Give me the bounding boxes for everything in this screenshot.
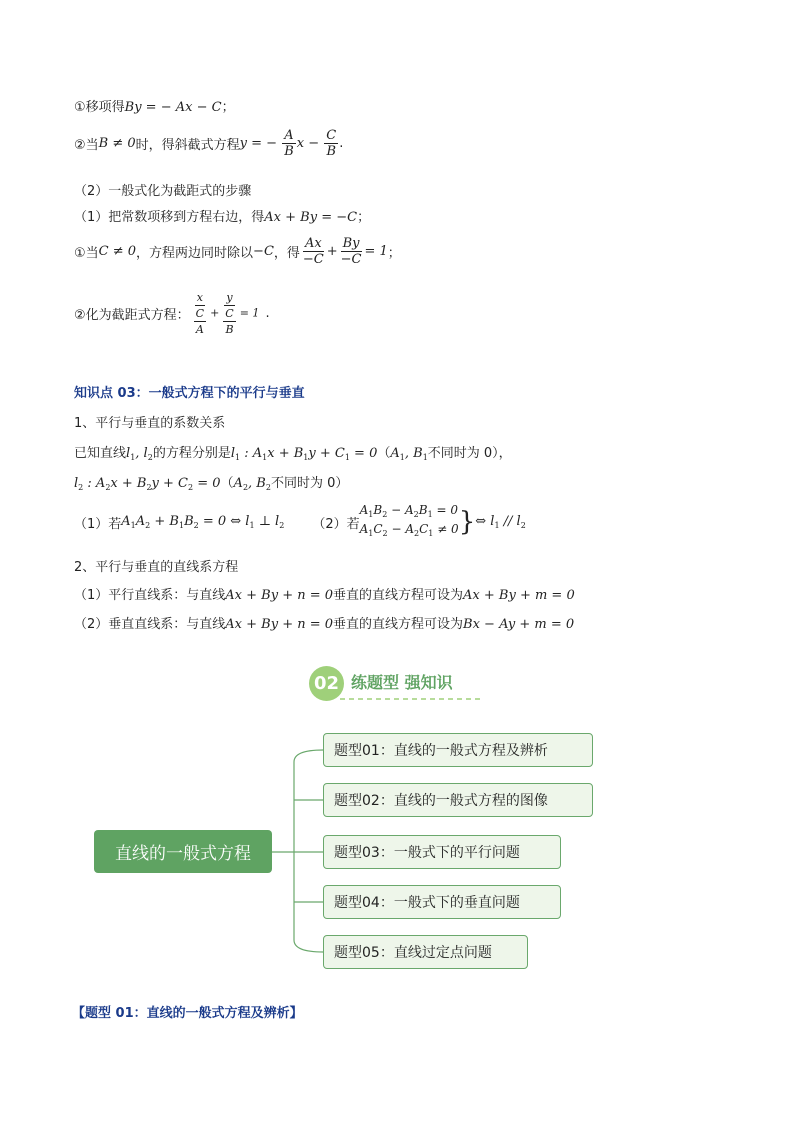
formula-parallel: ⇔ $l_1 // l_2$	[475, 514, 526, 530]
formula-parallel-system: $A_1B_2 - A_2B_1 = 0$ $A_1C_2 - A_2C_1 \ne 0$	[359, 503, 459, 538]
kp3-sub2: 2、平行与垂直的直线系方程	[74, 560, 239, 575]
practice-underline	[340, 697, 480, 701]
kp3-title: 知识点 03：一般式方程下的平行与垂直	[74, 386, 305, 401]
mindmap-node-3: 题型03：一般式下的平行问题	[323, 835, 561, 869]
section-heading: 【题型 01：直线的一般式方程及辨析】	[72, 1006, 303, 1021]
mindmap-connectors	[270, 740, 330, 965]
formula-by: By = − Ax − C	[124, 100, 222, 115]
step-2: ②当 B ≠ 0 时，得斜截式方程 y = − $\frac{A}{B}$ x − $\frac{C}{B}$ .	[74, 128, 344, 159]
step-1-label: ①移项得	[74, 100, 125, 115]
kp3-perpendicular-family: （2）垂直直线系：与直线Ax + By + n = 0垂直的直线方程可设为Bx − Ay + m = 0	[74, 617, 575, 632]
formula-intercept-form: $\frac{x}{\frac{C}{A}}$ + $\frac{y}{\frac{C}{B}}$ = 1	[195, 291, 260, 336]
mindmap-node-4: 题型04：一般式下的垂直问题	[323, 885, 561, 919]
formula-l2: $l_2$ : $A_2x + B_2y + C_2 = 0$	[74, 476, 221, 492]
intercept-title: （2）一般式化为截距式的步骤	[74, 184, 252, 199]
practice-badge: 02	[309, 666, 344, 701]
formula-move-constant: Ax + By = −C	[264, 210, 358, 225]
formula-perpendicular: $A_1A_2 + B_1B_2 = 0$ ⇔ $l_1$ ⊥ $l_2$	[121, 514, 285, 530]
intercept-step-2: ①当 C ≠ 0 ，方程两边同时除以 −C ，得 $\frac{Ax}{-C}$ + $\frac{By}{-C}$ = 1 ；	[74, 236, 401, 267]
step-1: ①移项得By = − Ax − C；	[74, 100, 235, 115]
mindmap-root: 直线的一般式方程	[94, 830, 272, 873]
formula-slope-intercept: y = − $\frac{A}{B}$ x − $\frac{C}{B}$	[239, 128, 337, 159]
formula-b-nonzero: B ≠ 0	[98, 136, 136, 151]
formula-l1: $l_1$ : $A_1x + B_1y + C_1 = 0$	[230, 446, 378, 462]
kp3-sub1: 1、平行与垂直的系数关系	[74, 416, 226, 431]
kp3-line2: $l_2$ : $A_2x + B_2y + C_2 = 0(A_2$, $B_2$不同时为 0）	[74, 476, 349, 492]
mindmap-node-5: 题型05：直线过定点问题	[323, 935, 528, 969]
kp3-line1: 已知直线$l_1$, $l_2$的方程分别是$l_1$ : $A_1x + B_1y + C_1 = 0(A_1$, $B_1$不同时为 0），	[74, 446, 512, 462]
mindmap-node-2: 题型02：直线的一般式方程的图像	[323, 783, 593, 817]
practice-title: 练题型 强知识	[351, 673, 453, 692]
intercept-step-1: （1）把常数项移到方程右边，得Ax + By = −C；	[74, 210, 371, 225]
formula-divide: $\frac{Ax}{-C}$ + $\frac{By}{-C}$ = 1	[302, 236, 388, 267]
kp3-parallel-family: （1）平行直线系：与直线Ax + By + n = 0垂直的直线方程可设为Ax + By + m = 0	[74, 588, 575, 603]
mindmap-node-1: 题型01：直线的一般式方程及辨析	[323, 733, 593, 767]
kp3-conditions: （1）若 $A_1A_2 + B_1B_2 = 0$ ⇔ $l_1$ ⊥ $l_2$ （2）若 $A_1B_2 - A_2B_1 = 0$ $A_1C_2 - A_2C_1 \ne 0$ } ⇔ $l_1 // l_2$	[74, 503, 526, 541]
intercept-step-3: ②化为截距式方程： $\frac{x}{\frac{C}{A}}$ + $\frac{y}{\frac{C}{B}}$ = 1 .	[74, 291, 270, 336]
